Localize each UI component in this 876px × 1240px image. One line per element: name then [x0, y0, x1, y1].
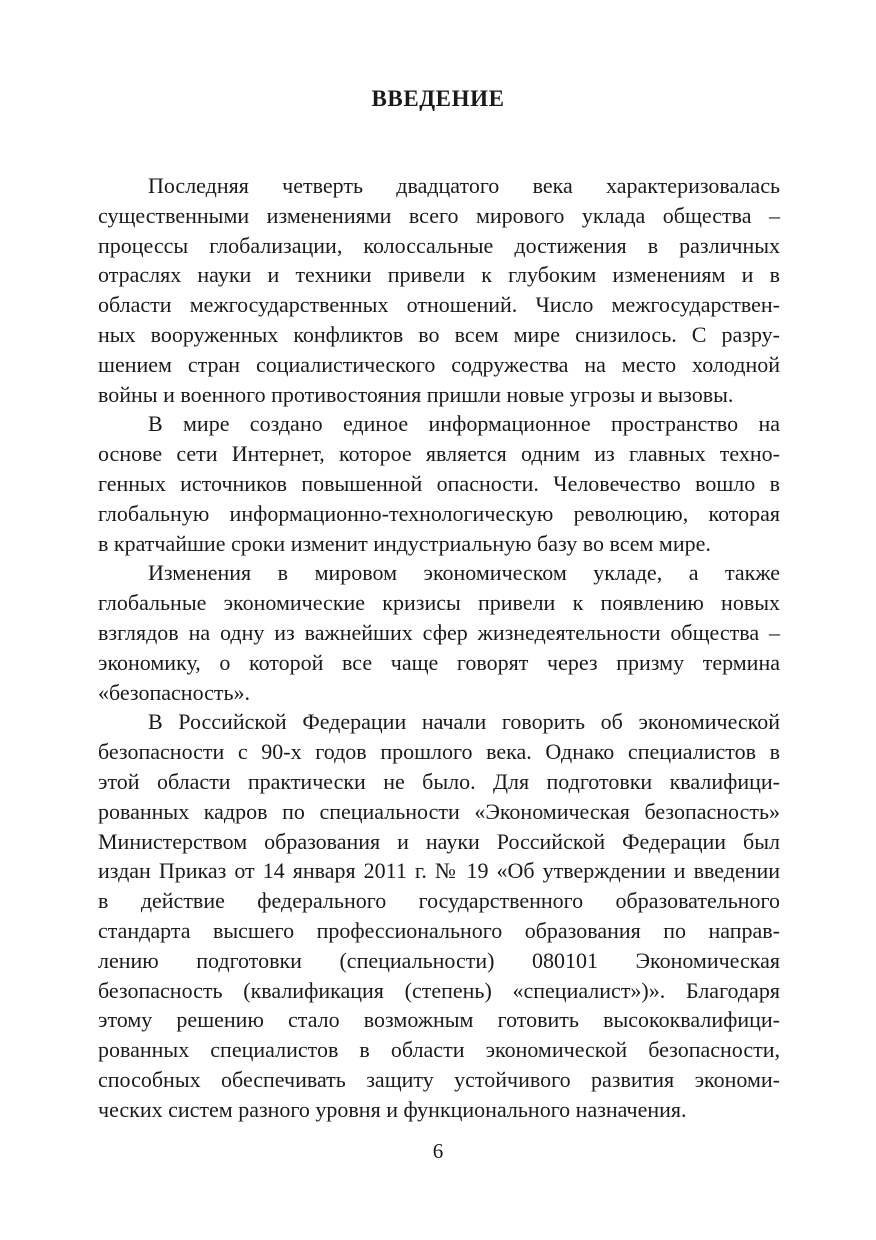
- text-line: рованных кадров по специальности «Экономическая безопасность»: [98, 798, 780, 824]
- text-line: рованных специалистов в области экономической безопасности,: [98, 1037, 780, 1063]
- text-line: лению подготовки (специальности) 080101 Экономическая: [98, 947, 780, 973]
- text-line: ных вооруженных конфликтов во всем мире снизилось. С разру-: [98, 321, 780, 347]
- page-number: 6: [432, 1139, 444, 1163]
- text-line: стандарта высшего профессионального образования по направ-: [98, 917, 780, 943]
- text-line: В мире создано единое информационное пространство на: [148, 411, 780, 437]
- text-line: существенными изменениями всего мирового уклада общества –: [98, 202, 780, 228]
- text-line: генных источников повышенной опасности. Человечество вошло в: [98, 470, 780, 496]
- text-line: способных обеспечивать защиту устойчивого развития экономи-: [98, 1066, 780, 1092]
- text-line: отраслях науки и техники привели к глубоким изменениям и в: [98, 262, 780, 288]
- text-line: Министерством образования и науки Российской Федерации был: [98, 828, 780, 854]
- text-line: в кратчайшие сроки изменит индустриальную базу во всем мире.: [98, 530, 711, 556]
- body-text: [98, 171, 780, 1125]
- text-line: этой области практически не было. Для подготовки квалифици-: [98, 768, 780, 794]
- page-title: ВВЕДЕНИЕ: [371, 86, 505, 111]
- text-line: «безопасность».: [98, 679, 251, 705]
- text-line: глобальную информационно-технологическую революцию, которая: [98, 500, 780, 526]
- text-line: безопасность (квалификация (степень) «специалист»)». Благодаря: [98, 977, 780, 1003]
- text-line: экономику, о которой все чаще говорят через призму термина: [98, 649, 780, 675]
- text-line: области межгосударственных отношений. Число межгосударствен-: [98, 292, 780, 318]
- text-line: безопасности с 90-х годов прошлого века. Однако специалистов в: [98, 739, 780, 765]
- text-line: Последняя четверть двадцатого века характеризовалась: [148, 173, 780, 198]
- text-line: взглядов на одну из важнейших сфер жизнедеятельности общества –: [98, 619, 780, 645]
- text-line: В Российской Федерации начали говорить об экономической: [148, 709, 780, 735]
- text-line: этому решению стало возможным готовить высококвалифици-: [98, 1007, 780, 1033]
- text-line: ческих систем разного уровня и функционального назначения.: [98, 1096, 687, 1122]
- paragraph-4: [98, 707, 780, 1124]
- text-line: глобальные экономические кризисы привели к появлению новых: [98, 590, 780, 616]
- text-line: процессы глобализации, колоссальные достижения в различных: [98, 232, 780, 258]
- paragraph-2: [98, 409, 780, 558]
- paragraph-3: [98, 558, 780, 707]
- text-line: войны и военного противостояния пришли новые угрозы и вызовы.: [98, 381, 734, 407]
- text-line: основе сети Интернет, которое является одним из главных техно-: [98, 441, 780, 467]
- text-line: издан Приказ от 14 января 2011 г. № 19 «Об утверждении и введении: [98, 858, 780, 884]
- text-line: Изменения в мировом экономическом укладе, а также: [148, 560, 780, 586]
- text-line: шением стран социалистического содружества на место холодной: [98, 351, 780, 377]
- text-line: в действие федерального государственного образовательного: [98, 888, 780, 914]
- paragraph-1: [98, 171, 780, 409]
